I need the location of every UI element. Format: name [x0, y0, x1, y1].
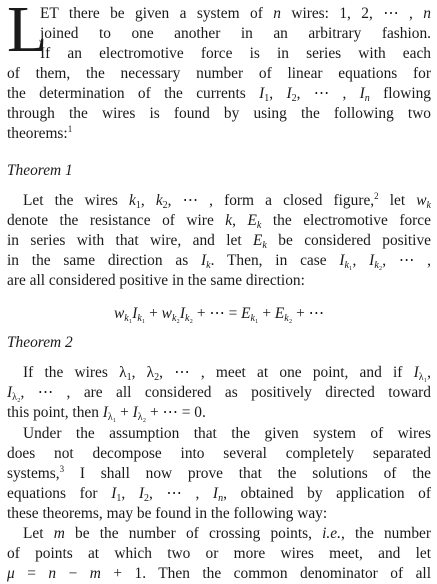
text-line: Under the assumption that the given system of wires	[23, 425, 431, 442]
text-line: this point, then $I_{\lambda_1} + I_{\lambda_2}$ + ⋯ = 0.	[7, 404, 206, 423]
theorem-2-heading: Theorem 2	[7, 334, 73, 351]
text-line: of points at which two or more wires meet, and let	[7, 545, 431, 562]
text-line: Let the wires $k_1$, $k_2$, ⋯ , form a closed figure,$^2$ let $w_k$	[23, 191, 431, 211]
text-line: equations for $I_1$, $I_2$, ⋯ , $I_n$, obtained by application of	[7, 485, 431, 504]
text-line: $I_{\lambda_2}$, ⋯ , are all considered as positively directed toward	[7, 384, 431, 403]
equation-1: $w_{k_1}I_{k_1} + w_{k_2}I_{k_2}$ + ⋯ = $E_{k_1} + E_{k_2}$ + ⋯	[113, 305, 325, 324]
text-line: Let m be the number of crossing points, i.e., the number	[23, 525, 431, 542]
theorem-1-heading: Theorem 1	[7, 162, 73, 179]
text-line: in series with that wire, and let $E_k$ be considered positive	[7, 232, 431, 251]
text-line: of them, the necessary number of linear equations for	[7, 65, 431, 82]
text-line: are all considered positive in the same direction:	[7, 272, 305, 289]
text-line: the determination of the currents $I_1$, $I_2$, ⋯ , $I_n$ flowing	[7, 85, 432, 104]
text-line: theorems:$^1$	[7, 124, 73, 142]
text-line: joined to one another in an arbitrary fashion.	[40, 25, 431, 42]
text-line: If the wires $\lambda_1$, $\lambda_2$, ⋯ , meet at one point, and if $I_{\lambda_1}$,	[23, 364, 431, 383]
text-line: denote the resistance of wire k, $E_k$ the electromotive force	[7, 212, 431, 231]
text-line: systems,$^3$ I shall now prove that the solutions of the	[7, 464, 431, 482]
text-line: in the same direction as $I_k$. Then, in case $I_{k_1}$, $I_{k_2}$, ⋯ ,	[7, 252, 431, 271]
text-line: If an electromotive force is in series with each	[40, 45, 431, 62]
text-line: ET there be given a system of n wires: 1, 2, ⋯ , n	[40, 5, 431, 22]
text-line: these theorems, may be found in the following way:	[7, 505, 328, 522]
text-line: through the wires is found by using the following two	[7, 105, 431, 122]
text-line: does not decompose into several completely separated	[7, 445, 431, 462]
drop-cap: L	[7, 0, 48, 66]
text-line: μ = n − m + 1. Then the common denominator of all	[7, 565, 431, 582]
